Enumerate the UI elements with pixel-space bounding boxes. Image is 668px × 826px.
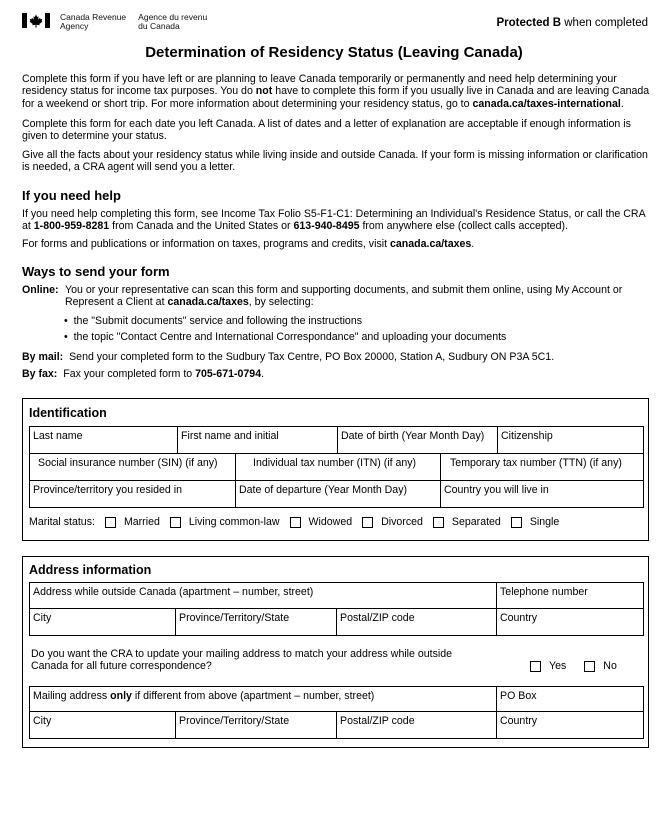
no-checkbox[interactable] bbox=[584, 661, 595, 672]
help-heading: If you need help bbox=[22, 188, 121, 203]
marital-status-label: Marital status: bbox=[29, 516, 95, 528]
mail-instructions: By mail: Send your completed form to the Sudbury Tax Centre, PO Box 20000, Station A, Sudbury ON P3A 5C1. bbox=[22, 351, 555, 363]
country-field[interactable]: Country bbox=[500, 612, 538, 624]
intro-paragraph-3: Give all the facts about your residency status while living inside and outside Canada. If your form is missing information or clarification is needed, a CRA agent will send you a letter. bbox=[22, 149, 648, 174]
address-row-4 bbox=[29, 712, 644, 739]
intro-paragraph-2: Complete this form for each date you left Canada. A list of dates and a letter of explanation are acceptable if enough information is given to determine your status. bbox=[22, 118, 631, 143]
last-name-field[interactable]: Last name bbox=[30, 427, 178, 453]
gov-name-en: Canada Revenue Agency bbox=[60, 12, 127, 31]
marital-status-group: Marital status: Married Living common-law Widowed Divorced Separated Single bbox=[29, 516, 560, 528]
identification-row-1 bbox=[29, 426, 644, 454]
separated-checkbox[interactable] bbox=[433, 517, 444, 528]
mailing-address-field[interactable]: Mailing address only if different from above (apartment – number, street) bbox=[30, 687, 497, 711]
online-bullet-1: • the "Submit documents" service and following the instructions bbox=[64, 315, 363, 327]
online-label: Online: bbox=[22, 284, 59, 296]
government-signature bbox=[22, 13, 207, 31]
identification-row-3 bbox=[29, 481, 644, 508]
citizenship-field[interactable]: Citizenship bbox=[501, 430, 553, 442]
address-section bbox=[22, 556, 649, 748]
widowed-checkbox[interactable] bbox=[290, 517, 301, 528]
mailing-prov-state-field[interactable]: Province/Territory/State bbox=[176, 712, 337, 738]
departure-date-field[interactable]: Date of departure (Year Month Day) bbox=[236, 481, 441, 507]
help-paragraph-1: If you need help completing this form, see Income Tax Folio S5-F1-C1: Determining an Individual's Residence Status, or call the CRA at 1-800-959-8281 from Canada and the United States or 613-940-8495 from anywhere else (collect calls accepted). bbox=[22, 208, 646, 233]
city-field[interactable]: City bbox=[30, 609, 176, 635]
fax-instructions: By fax: Fax your completed form to 705-671-0794. bbox=[22, 368, 265, 380]
taxes-link[interactable]: canada.ca/taxes bbox=[390, 238, 472, 250]
online-taxes-link[interactable]: canada.ca/taxes bbox=[167, 296, 249, 309]
mailing-postal-field[interactable]: Postal/ZIP code bbox=[337, 712, 497, 738]
update-address-question: Do you want the CRA to update your mailing address to match your address while outside Canada for all future correspondence? bbox=[31, 648, 453, 672]
update-address-options: Yes No bbox=[530, 660, 617, 672]
postal-field[interactable]: Postal/ZIP code bbox=[337, 609, 497, 635]
page-title: Determination of Residency Status (Leaving Canada) bbox=[145, 44, 523, 61]
prov-state-field[interactable]: Province/Territory/State bbox=[176, 609, 337, 635]
mailing-country-field[interactable]: Country bbox=[500, 715, 538, 727]
address-row-2 bbox=[29, 609, 644, 636]
itn-field[interactable]: Individual tax number (ITN) (if any) bbox=[236, 454, 441, 480]
mailing-city-field[interactable]: City bbox=[30, 712, 176, 738]
gov-name-fr: Agence du revenu du Canada bbox=[138, 12, 208, 31]
protected-status: Protected B when completed bbox=[496, 17, 648, 29]
country-live-field[interactable]: Country you will live in bbox=[444, 484, 549, 496]
telephone-field[interactable]: Telephone number bbox=[500, 586, 588, 598]
first-name-field[interactable]: First name and initial bbox=[178, 427, 338, 453]
single-checkbox[interactable] bbox=[511, 517, 522, 528]
ttn-field[interactable]: Temporary tax number (TTN) (if any) bbox=[450, 457, 622, 469]
identification-title: Identification bbox=[29, 406, 107, 420]
online-instructions: Online: You or your representative can scan this form and supporting documents, and submit them online, using My Account or Represent a Client at canada.ca/taxes, by selecting: bbox=[22, 284, 623, 309]
yes-checkbox[interactable] bbox=[530, 661, 541, 672]
help-paragraph-2: For forms and publications or information on taxes, programs and credits, visit canada.ca/taxes. bbox=[22, 238, 475, 250]
dob-field[interactable]: Date of birth (Year Month Day) bbox=[338, 427, 498, 453]
online-bullet-2: • the topic "Contact Centre and International Correspondance" and uploading your documents bbox=[64, 331, 507, 343]
identification-section bbox=[22, 398, 649, 541]
address-row-1 bbox=[29, 582, 644, 609]
outside-address-field[interactable]: Address while outside Canada (apartment – number, street) bbox=[30, 583, 497, 608]
divorced-checkbox[interactable] bbox=[362, 517, 373, 528]
taxes-international-link[interactable]: canada.ca/taxes-international bbox=[472, 97, 621, 110]
send-heading: Ways to send your form bbox=[22, 264, 170, 279]
po-box-field[interactable]: PO Box bbox=[500, 690, 537, 702]
identification-row-2 bbox=[29, 454, 644, 481]
canada-flag-icon bbox=[22, 13, 50, 28]
province-field[interactable]: Province/territory you resided in bbox=[30, 481, 236, 507]
married-checkbox[interactable] bbox=[105, 517, 116, 528]
address-title: Address information bbox=[29, 563, 152, 577]
common-law-checkbox[interactable] bbox=[170, 517, 181, 528]
address-row-3 bbox=[29, 686, 644, 712]
intro-paragraph-1: Complete this form if you have left or are planning to leave Canada temporarily or permanently and need help determining your residency status for income tax purposes. You do not have to complete this form if you usually live in Canada and are leaving Canada for a weekend or short trip. For more information about determining your residency status, go to canada.ca/taxes-international. bbox=[22, 73, 650, 110]
sin-field[interactable]: Social insurance number (SIN) (if any) bbox=[30, 454, 236, 480]
